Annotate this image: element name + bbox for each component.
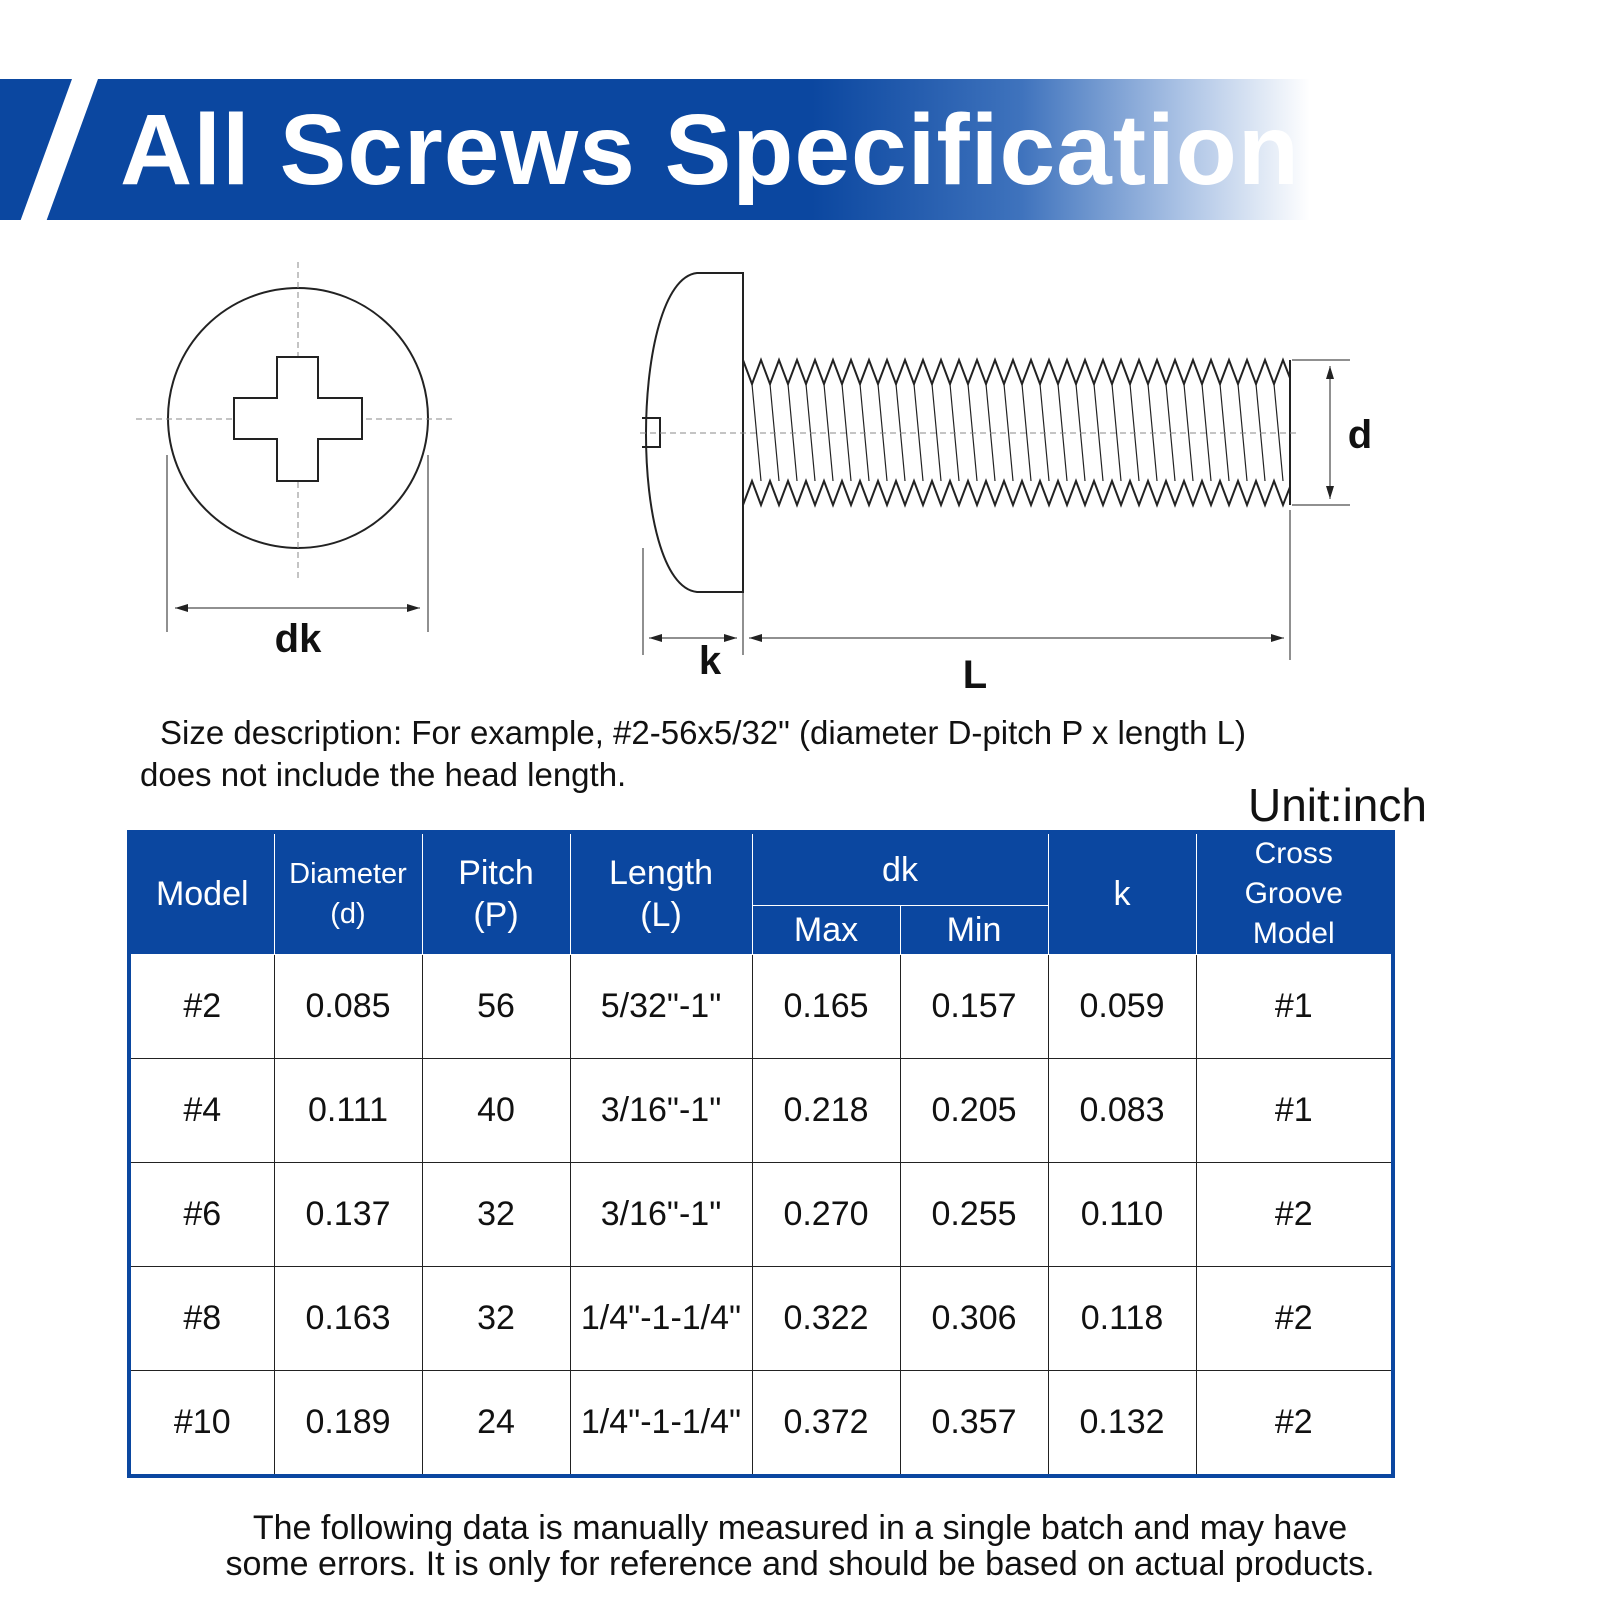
table-row [129,1371,1393,1477]
cell-length: 3/16"-1" [570,1163,752,1267]
cell-dk-max: 0.372 [752,1371,900,1477]
head-top-view [136,262,455,632]
size-description [140,712,1390,796]
cell-model: #6 [129,1163,274,1267]
header-cross-groove-model [1196,832,1393,955]
cell-diameter: 0.163 [274,1267,422,1371]
unit-label: Unit:inch [1248,779,1427,831]
header-length [570,832,752,955]
disclaimer-note [120,1510,1480,1582]
cell-dk-min: 0.205 [900,1059,1048,1163]
screw-technical-drawing [0,250,1600,690]
title-banner [0,79,1310,220]
cell-pitch: 32 [422,1163,570,1267]
header-diameter-line1: Diameter [289,858,407,890]
cell-length: 1/4"-1-1/4" [570,1267,752,1371]
cell-dk-max: 0.270 [752,1163,900,1267]
header-cross-line2: Groove [1244,877,1343,910]
cell-cross: #1 [1196,1059,1393,1163]
cell-dk-min: 0.306 [900,1267,1048,1371]
cell-dk-min: 0.357 [900,1371,1048,1477]
cell-pitch: 40 [422,1059,570,1163]
header-k: k [1048,832,1196,955]
cell-cross: #2 [1196,1163,1393,1267]
cell-k: 0.118 [1048,1267,1196,1371]
header-pitch-line1: Pitch [458,854,534,892]
cell-k: 0.132 [1048,1371,1196,1477]
header-dk: dk [752,832,1048,906]
cell-pitch: 56 [422,955,570,1059]
header-pitch-line2: (P) [473,896,519,934]
cell-model: #4 [129,1059,274,1163]
cell-cross: #2 [1196,1371,1393,1477]
header-length-line1: Length [609,854,713,892]
thread-bottom-edge [743,481,1290,505]
cell-k: 0.110 [1048,1163,1196,1267]
cell-k: 0.059 [1048,955,1196,1059]
disclaimer-line2: some errors. It is only for reference and should be based on actual products. [225,1545,1375,1583]
cell-model: #2 [129,955,274,1059]
cell-cross: #1 [1196,955,1393,1059]
table-row [129,955,1393,1059]
table-row [129,1267,1393,1371]
cell-dk-max: 0.218 [752,1059,900,1163]
table-row [129,1059,1393,1163]
cell-length: 3/16"-1" [570,1059,752,1163]
cell-length: 1/4"-1-1/4" [570,1371,752,1477]
cell-diameter: 0.085 [274,955,422,1059]
cell-pitch: 32 [422,1267,570,1371]
table-row [129,1163,1393,1267]
cell-pitch: 24 [422,1371,570,1477]
cell-dk-min: 0.255 [900,1163,1048,1267]
screw-side-view [640,273,1350,660]
cell-dk-min: 0.157 [900,955,1048,1059]
header-diameter-line2: (d) [330,898,366,930]
cell-diameter: 0.189 [274,1371,422,1477]
label-L: L [962,653,988,690]
header-dk-min: Min [900,906,1048,955]
banner-slash-decoration [14,79,98,220]
cell-dk-max: 0.322 [752,1267,900,1371]
spec-table-header [129,832,1393,955]
cell-length: 5/32"-1" [570,955,752,1059]
header-dk-max: Max [752,906,900,955]
thread-top-edge [743,360,1290,384]
disclaimer-line1: The following data is manually measured in a single batch and may have [252,1509,1348,1547]
label-d: d [1347,413,1373,457]
header-cross-line3: Model [1252,917,1335,950]
size-description-line1: Size description: For example, #2-56x5/32" (diameter D-pitch P x length L) [160,714,1246,751]
page-title: All Screws Specification [120,94,1300,206]
cell-cross: #2 [1196,1267,1393,1371]
spec-table [127,830,1395,1478]
label-dk: dk [274,617,322,661]
header-length-line2: (L) [640,896,682,934]
cell-model: #8 [129,1267,274,1371]
cell-k: 0.083 [1048,1059,1196,1163]
cell-dk-max: 0.165 [752,955,900,1059]
header-model: Model [129,832,274,955]
cell-diameter: 0.137 [274,1163,422,1267]
size-description-line2: does not include the head length. [140,756,627,793]
spec-table-body [129,955,1393,1477]
header-diameter [274,832,422,955]
cell-diameter: 0.111 [274,1059,422,1163]
label-k: k [698,639,722,683]
header-pitch [422,832,570,955]
cell-model: #10 [129,1371,274,1477]
header-cross-line1: Cross [1254,837,1333,870]
